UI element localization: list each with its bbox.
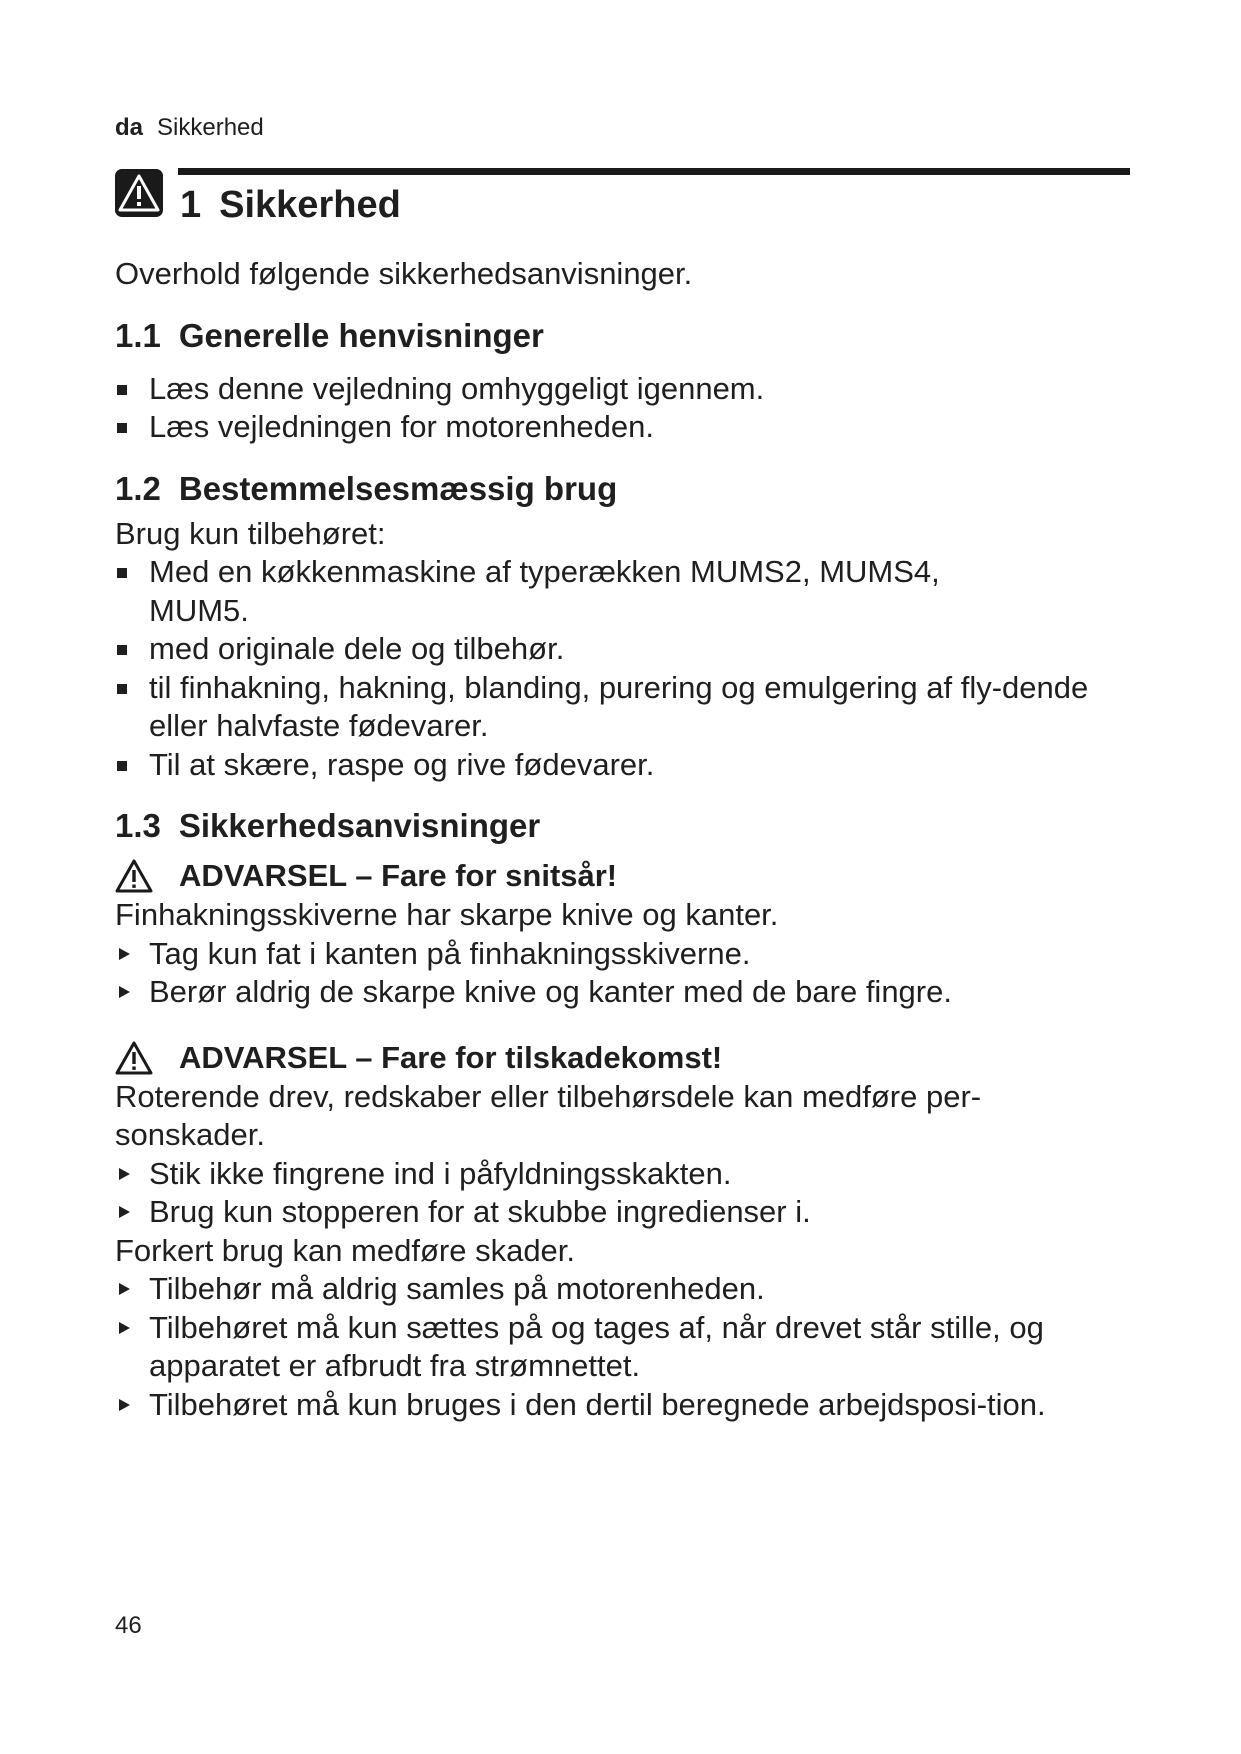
action-list — [115, 1270, 1125, 1424]
action-step — [115, 1155, 1125, 1194]
list-item: Læs denne vejledning omhyggeligt igennem. — [115, 370, 1125, 409]
running-header — [115, 114, 264, 142]
warning-icon — [114, 168, 164, 218]
warning-title: ADVARSEL – Fare for tilskadekomst! — [179, 1039, 723, 1075]
section-safety — [115, 806, 1125, 1424]
section-title: Bestemmelsesmæssig brug — [178, 469, 618, 507]
bullet-list — [115, 370, 1125, 447]
header-section-title: Sikkerhed — [157, 114, 264, 141]
warning-text: Finhakningsskiverne har skarpe knive og kanter. — [115, 897, 779, 932]
warning-title: ADVARSEL – Fare for snitsår! — [179, 858, 618, 893]
arrow-icon — [119, 1399, 130, 1411]
language-code: da — [115, 114, 144, 141]
list-item: Læs vejledningen for motorenheden. — [115, 408, 1125, 447]
action-list — [115, 1155, 1125, 1232]
action-step-text: Tilbehøret må kun bruges i den dertil beregnede arbejdsposi-tion. — [149, 1386, 1046, 1422]
section-number: 1.3 — [115, 807, 161, 844]
action-step-text: Brug kun stopperen for at skubbe ingredienser i. — [149, 1194, 811, 1229]
section-number: 1.1 — [115, 316, 161, 354]
action-step-text: Tag kun fat i kanten på finhakningsskiverne. — [149, 935, 751, 971]
bullet-list — [115, 553, 1125, 784]
chapter-title-text: Sikkerhed — [219, 184, 401, 226]
chapter-rule — [178, 168, 1130, 175]
action-step — [115, 973, 1125, 1012]
list-item: Til at skære, raspe og rive fødevarer. — [115, 746, 1125, 785]
action-step-text: Tilbehøret må kun sættes på og tages af, når drevet står stille, og apparatet er afbrudt fra strømnettet. — [149, 1309, 1044, 1383]
section-lead: Brug kun tilbehøret: — [115, 515, 386, 551]
chapter-title — [180, 182, 401, 228]
page-number: 46 — [115, 1612, 142, 1639]
list-item: med originale dele og tilbehør. — [115, 630, 1125, 669]
action-step-text: Tilbehør må aldrig samles på motorenheden. — [149, 1271, 765, 1306]
chapter-number: 1 — [180, 184, 202, 226]
warning-triangle-icon — [115, 1041, 153, 1075]
action-step — [115, 1309, 1125, 1386]
list-item: til finhakning, hakning, blanding, purering og emulgering af fly-dende eller halvfaste fødevarer. — [115, 669, 1125, 746]
action-step — [115, 1193, 1125, 1232]
action-step-text: Berør aldrig de skarpe knive og kanter med de bare fingre. — [149, 974, 952, 1009]
list-item: Med en køkkenmaskine af typerækken MUMS2, MUMS4, MUM5. — [115, 553, 1125, 630]
warning-injury — [115, 1038, 1125, 1425]
section-intended-use — [115, 469, 1125, 785]
arrow-icon — [119, 986, 130, 998]
warning-text: Forkert brug kan medføre skader. — [115, 1232, 576, 1268]
warning-text: Roterende drev, redskaber eller tilbehørsdele kan medføre per-sonskader. — [115, 1078, 982, 1152]
section-number: 1.2 — [115, 469, 161, 507]
action-step — [115, 1386, 1125, 1425]
action-list — [115, 935, 1125, 1012]
action-step-text: Stik ikke fingrene ind i påfyldningsskakten. — [149, 1155, 732, 1191]
section-heading — [115, 806, 1125, 846]
section-heading — [115, 316, 1125, 356]
section-heading — [115, 469, 1125, 509]
arrow-icon — [119, 1283, 130, 1295]
arrow-icon — [119, 1168, 130, 1180]
action-step — [115, 935, 1125, 974]
section-general — [115, 316, 1125, 447]
action-step — [115, 1270, 1125, 1309]
warning-heading — [115, 856, 1125, 896]
arrow-icon — [119, 1322, 130, 1334]
arrow-icon — [119, 948, 130, 960]
page-content — [115, 255, 1125, 1450]
arrow-icon — [119, 1206, 130, 1218]
section-title: Sikkerhedsanvisninger — [178, 807, 541, 844]
section-title: Generelle henvisninger — [178, 316, 544, 354]
warning-heading — [115, 1038, 1125, 1078]
intro-paragraph: Overhold følgende sikkerhedsanvisninger. — [115, 256, 693, 291]
warning-triangle-icon — [115, 859, 153, 893]
warning-cut — [115, 856, 1125, 1012]
